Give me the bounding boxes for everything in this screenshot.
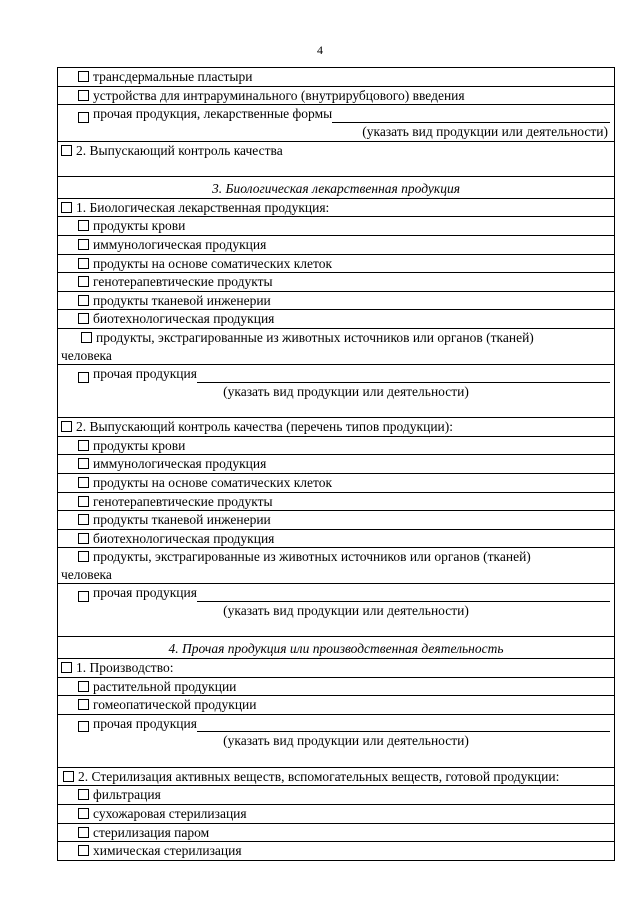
form-table — [57, 67, 615, 861]
checkbox[interactable] — [63, 771, 74, 782]
table-row — [58, 86, 615, 105]
table-row — [58, 677, 615, 696]
checkbox[interactable] — [78, 514, 89, 525]
table-row — [58, 291, 615, 310]
option-label-continued: человека — [61, 566, 112, 582]
option-label: продукты на основе соматических клеток — [93, 255, 333, 271]
option-label: генотерапевтические продукты — [93, 274, 273, 290]
table-row — [58, 511, 615, 530]
table-row — [58, 365, 615, 418]
option-label: 2. Выпускающий контроль качества — [76, 143, 283, 159]
specify-hint: (указать вид продукции или деятельности) — [223, 383, 469, 399]
checkbox[interactable] — [78, 845, 89, 856]
checkbox[interactable] — [78, 551, 89, 562]
checkbox[interactable] — [78, 90, 89, 101]
table-row — [58, 455, 615, 474]
table-row — [58, 198, 615, 217]
group-label: 1. Производство: — [76, 660, 174, 676]
table-row — [58, 842, 615, 861]
table-row — [58, 328, 615, 364]
checkbox[interactable] — [78, 276, 89, 287]
option-label: продукты тканевой инженерии — [93, 292, 271, 308]
section-heading: 4. Прочая продукция или производственная деятельность — [58, 637, 615, 659]
checkbox[interactable] — [61, 145, 72, 156]
table-row — [58, 217, 615, 236]
option-label: устройства для интраруминального (внутрирубцового) введения — [93, 87, 465, 103]
checkbox[interactable] — [78, 827, 89, 838]
checkbox[interactable] — [78, 681, 89, 692]
table-row — [58, 310, 615, 329]
table-row — [58, 696, 615, 715]
option-label: прочая продукция — [93, 366, 197, 382]
option-label: продукты тканевой инженерии — [93, 512, 271, 528]
checkbox[interactable] — [81, 332, 92, 343]
table-row — [58, 548, 615, 584]
checkbox[interactable] — [78, 295, 89, 306]
table-row — [58, 254, 615, 273]
group-label: 2. Выпускающий контроль качества (перечень типов продукции): — [76, 419, 454, 435]
checkbox[interactable] — [78, 808, 89, 819]
table-row — [58, 473, 615, 492]
specify-hint: (указать вид продукции или деятельности) — [362, 123, 608, 139]
option-label: прочая продукция — [93, 715, 197, 731]
table-row — [58, 436, 615, 455]
option-label: фильтрация — [93, 787, 161, 803]
table-row — [58, 142, 615, 177]
table-row — [58, 786, 615, 805]
option-label: биотехнологическая продукция — [93, 311, 275, 327]
specify-hint: (указать вид продукции или деятельности) — [223, 603, 469, 619]
option-label: трансдермальные пластыри — [93, 69, 253, 84]
fill-in-line[interactable] — [332, 108, 610, 123]
checkbox[interactable] — [78, 591, 89, 602]
checkbox[interactable] — [78, 496, 89, 507]
option-label: сухожаровая стерилизация — [93, 806, 247, 822]
option-label: прочая продукция — [93, 585, 197, 601]
checkbox[interactable] — [78, 313, 89, 324]
option-label: химическая стерилизация — [93, 843, 242, 859]
checkbox[interactable] — [78, 477, 89, 488]
checkbox[interactable] — [78, 239, 89, 250]
table-row — [58, 659, 615, 678]
fill-in-line[interactable] — [197, 717, 610, 732]
checkbox[interactable] — [61, 662, 72, 673]
option-label: прочая продукция, лекарственные формы — [93, 106, 333, 122]
table-row — [58, 805, 615, 824]
table-row — [58, 105, 615, 142]
fill-in-line[interactable] — [197, 368, 610, 383]
option-label: стерилизация паром — [93, 824, 210, 840]
option-label: продукты крови — [93, 437, 186, 453]
group-label: 2. Стерилизация активных веществ, вспомогательных веществ, готовой продукции: — [78, 768, 560, 784]
checkbox[interactable] — [78, 699, 89, 710]
option-label: продукты крови — [93, 218, 186, 234]
checkbox[interactable] — [78, 112, 89, 123]
table-row — [58, 418, 615, 437]
group-label: 1. Биологическая лекарственная продукция: — [76, 199, 330, 215]
table-row — [58, 529, 615, 548]
option-label: растительной продукции — [93, 678, 237, 694]
table-row — [58, 767, 615, 786]
checkbox[interactable] — [61, 421, 72, 432]
option-label: иммунологическая продукция — [93, 236, 267, 252]
section-heading: 3. Биологическая лекарственная продукция — [58, 177, 615, 199]
option-label: генотерапевтические продукты — [93, 493, 273, 509]
checkbox[interactable] — [78, 533, 89, 544]
table-row — [58, 584, 615, 637]
checkbox[interactable] — [78, 220, 89, 231]
table-row — [58, 273, 615, 292]
option-label: гомеопатической продукции — [93, 697, 257, 713]
checkbox[interactable] — [78, 458, 89, 469]
checkbox[interactable] — [61, 202, 72, 213]
page-number: 4 — [317, 43, 323, 57]
option-label: продукты на основе соматических клеток — [93, 474, 333, 490]
option-label: иммунологическая продукция — [93, 456, 267, 472]
table-row — [58, 235, 615, 254]
checkbox[interactable] — [78, 372, 89, 383]
fill-in-line[interactable] — [197, 587, 610, 602]
table-row — [58, 177, 615, 199]
table-row — [58, 492, 615, 511]
table-row — [58, 714, 615, 767]
table-row — [58, 68, 615, 87]
checkbox[interactable] — [78, 721, 89, 732]
table-row — [58, 823, 615, 842]
checkbox[interactable] — [78, 258, 89, 269]
checkbox[interactable] — [78, 71, 89, 82]
checkbox[interactable] — [78, 440, 89, 451]
table-row — [58, 637, 615, 659]
specify-hint: (указать вид продукции или деятельности) — [223, 733, 469, 749]
checkbox[interactable] — [78, 789, 89, 800]
option-label: биотехнологическая продукция — [93, 530, 275, 546]
option-label-continued: человека — [61, 347, 112, 363]
option-label: продукты, экстрагированные из животных источников или органов (тканей) — [93, 549, 531, 565]
option-label: продукты, экстрагированные из животных источников или органов (тканей) — [96, 329, 534, 345]
